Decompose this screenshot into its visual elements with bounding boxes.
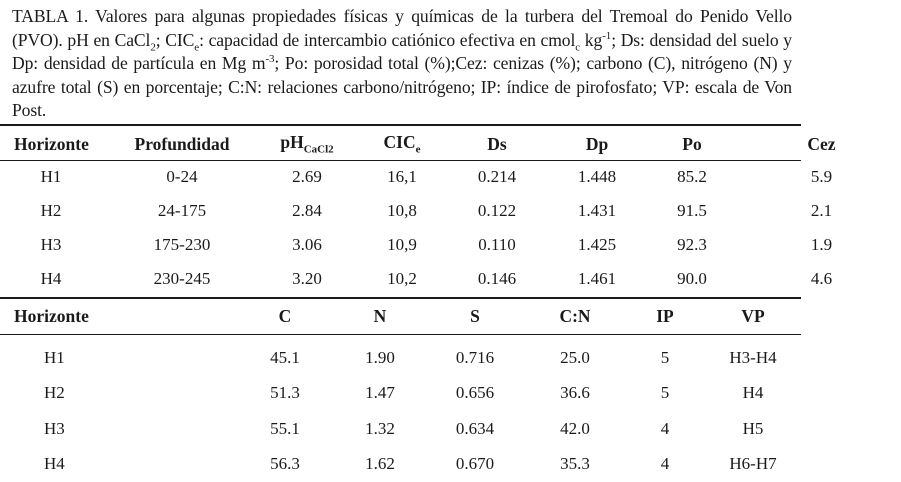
table-cell: 4.6 xyxy=(742,262,901,296)
table-cell: 25.0 xyxy=(525,340,625,376)
table-cell: 2.69 xyxy=(252,160,362,194)
table-cell: 1.62 xyxy=(335,447,425,482)
table-cell: 24-175 xyxy=(112,194,252,228)
table-row xyxy=(0,228,901,262)
col-header-horizonte: Horizonte xyxy=(0,128,112,160)
table-row xyxy=(0,194,901,228)
table-cell: H1 xyxy=(0,340,235,376)
table-cell: 1.9 xyxy=(742,228,901,262)
table-header-row xyxy=(0,128,901,160)
col-header-n: N xyxy=(335,298,425,334)
table-cell: 36.6 xyxy=(525,376,625,412)
col-header-ph xyxy=(252,128,362,160)
top-rule xyxy=(0,124,801,126)
col-header-dp: Dp xyxy=(552,128,642,160)
col-header-cez: Cez xyxy=(742,128,901,160)
ph-subscript: CaCl2 xyxy=(304,144,334,156)
table-cell: 1.32 xyxy=(335,411,425,447)
table-cell: 91.5 xyxy=(642,194,742,228)
chemical-properties-table xyxy=(0,298,801,482)
table-cell: 1.47 xyxy=(335,376,425,412)
table-cell: 1.461 xyxy=(552,262,642,296)
table-row xyxy=(0,376,801,412)
caption-superscript: -1 xyxy=(602,30,611,42)
table-cell: 1.90 xyxy=(335,340,425,376)
table-cell: 0.146 xyxy=(442,262,552,296)
table-cell: 5 xyxy=(625,376,705,412)
table-cell: 0.122 xyxy=(442,194,552,228)
table-cell: 85.2 xyxy=(642,160,742,194)
table-cell: H2 xyxy=(0,376,235,412)
table-header-row xyxy=(0,298,801,334)
table-cell: H4 xyxy=(705,376,801,412)
table-cell: 5.9 xyxy=(742,160,901,194)
col-header-c: C xyxy=(235,298,335,334)
table-cell: 56.3 xyxy=(235,447,335,482)
table-cell: 2.1 xyxy=(742,194,901,228)
col-header-s: S xyxy=(425,298,525,334)
table-cell: 42.0 xyxy=(525,411,625,447)
table-row xyxy=(0,160,901,194)
col-header-ds: Ds xyxy=(442,128,552,160)
table-cell: H1 xyxy=(0,160,112,194)
table-cell: 90.0 xyxy=(642,262,742,296)
table-cell: 10,9 xyxy=(362,228,442,262)
cic-label: CIC xyxy=(384,132,416,152)
table-row xyxy=(0,447,801,482)
col-header-ip: IP xyxy=(625,298,705,334)
table-cell: H4 xyxy=(0,262,112,296)
caption-text: ; Ds: densidad del suelo y Dp: densidad de partícula en Mg m xyxy=(12,30,792,74)
physical-properties-table xyxy=(0,128,901,296)
table-cell: H6-H7 xyxy=(705,447,801,482)
table-cell: 10,2 xyxy=(362,262,442,296)
table-cell: 51.3 xyxy=(235,376,335,412)
table-cell: 55.1 xyxy=(235,411,335,447)
ph-label: pH xyxy=(280,132,303,152)
col-header-po: Po xyxy=(642,128,742,160)
table-row xyxy=(0,411,801,447)
table-row xyxy=(0,340,801,376)
table-cell: 0.716 xyxy=(425,340,525,376)
table-cell: 4 xyxy=(625,447,705,482)
table-cell: H3-H4 xyxy=(705,340,801,376)
table-cell: H4 xyxy=(0,447,235,482)
table-cell: 0.214 xyxy=(442,160,552,194)
col-header-vp: VP xyxy=(705,298,801,334)
col-header-profundidad: Profundidad xyxy=(112,128,252,160)
table-cell: 230-245 xyxy=(112,262,252,296)
table-cell: 92.3 xyxy=(642,228,742,262)
table-cell: 175-230 xyxy=(112,228,252,262)
table-cell: 2.84 xyxy=(252,194,362,228)
table-cell: H3 xyxy=(0,228,112,262)
table-cell: 1.448 xyxy=(552,160,642,194)
cic-subscript: e xyxy=(416,144,421,156)
table-cell: 5 xyxy=(625,340,705,376)
table-cell: 1.431 xyxy=(552,194,642,228)
col-header-cn: C:N xyxy=(525,298,625,334)
table-row xyxy=(0,262,901,296)
table-cell: 0.670 xyxy=(425,447,525,482)
caption-text: TABLA 1. Valores para algunas propiedades físicas y químicas de la turbera del Tremoal do Penido Vello (PVO). pH en CaCl xyxy=(12,6,792,50)
col-header-cic xyxy=(362,128,442,160)
table-cell: 3.20 xyxy=(252,262,362,296)
table-caption xyxy=(12,5,792,123)
table-cell: 3.06 xyxy=(252,228,362,262)
table-cell: 0.656 xyxy=(425,376,525,412)
table-cell: H5 xyxy=(705,411,801,447)
caption-subscript: 2 xyxy=(150,41,155,53)
caption-text: ; Po: porosidad total (%);Cez: cenizas (%); carbono (C), nitrógeno (N) y azufre total (S) en porcentaje; C:N: relaciones carbono/nitrógeno; IP: índice de pirofosfato; VP: escala de Von Post. xyxy=(12,53,792,120)
table-cell: 1.425 xyxy=(552,228,642,262)
table-cell: 16,1 xyxy=(362,160,442,194)
table-cell: H2 xyxy=(0,194,112,228)
table-cell: 4 xyxy=(625,411,705,447)
table-cell: 0-24 xyxy=(112,160,252,194)
table-cell: 0.634 xyxy=(425,411,525,447)
caption-subscript: e xyxy=(194,41,199,53)
caption-text: : capacidad de intercambio catiónico efectiva en cmol xyxy=(199,30,575,50)
col-header-horizonte: Horizonte xyxy=(0,298,235,334)
caption-text: ; CIC xyxy=(156,30,195,50)
table-cell: 45.1 xyxy=(235,340,335,376)
table-cell: H3 xyxy=(0,411,235,447)
table-cell: 10,8 xyxy=(362,194,442,228)
caption-text: kg xyxy=(580,30,602,50)
caption-superscript: -3 xyxy=(265,53,274,65)
table-cell: 35.3 xyxy=(525,447,625,482)
table-cell: 0.110 xyxy=(442,228,552,262)
caption-subscript: c xyxy=(575,41,580,53)
